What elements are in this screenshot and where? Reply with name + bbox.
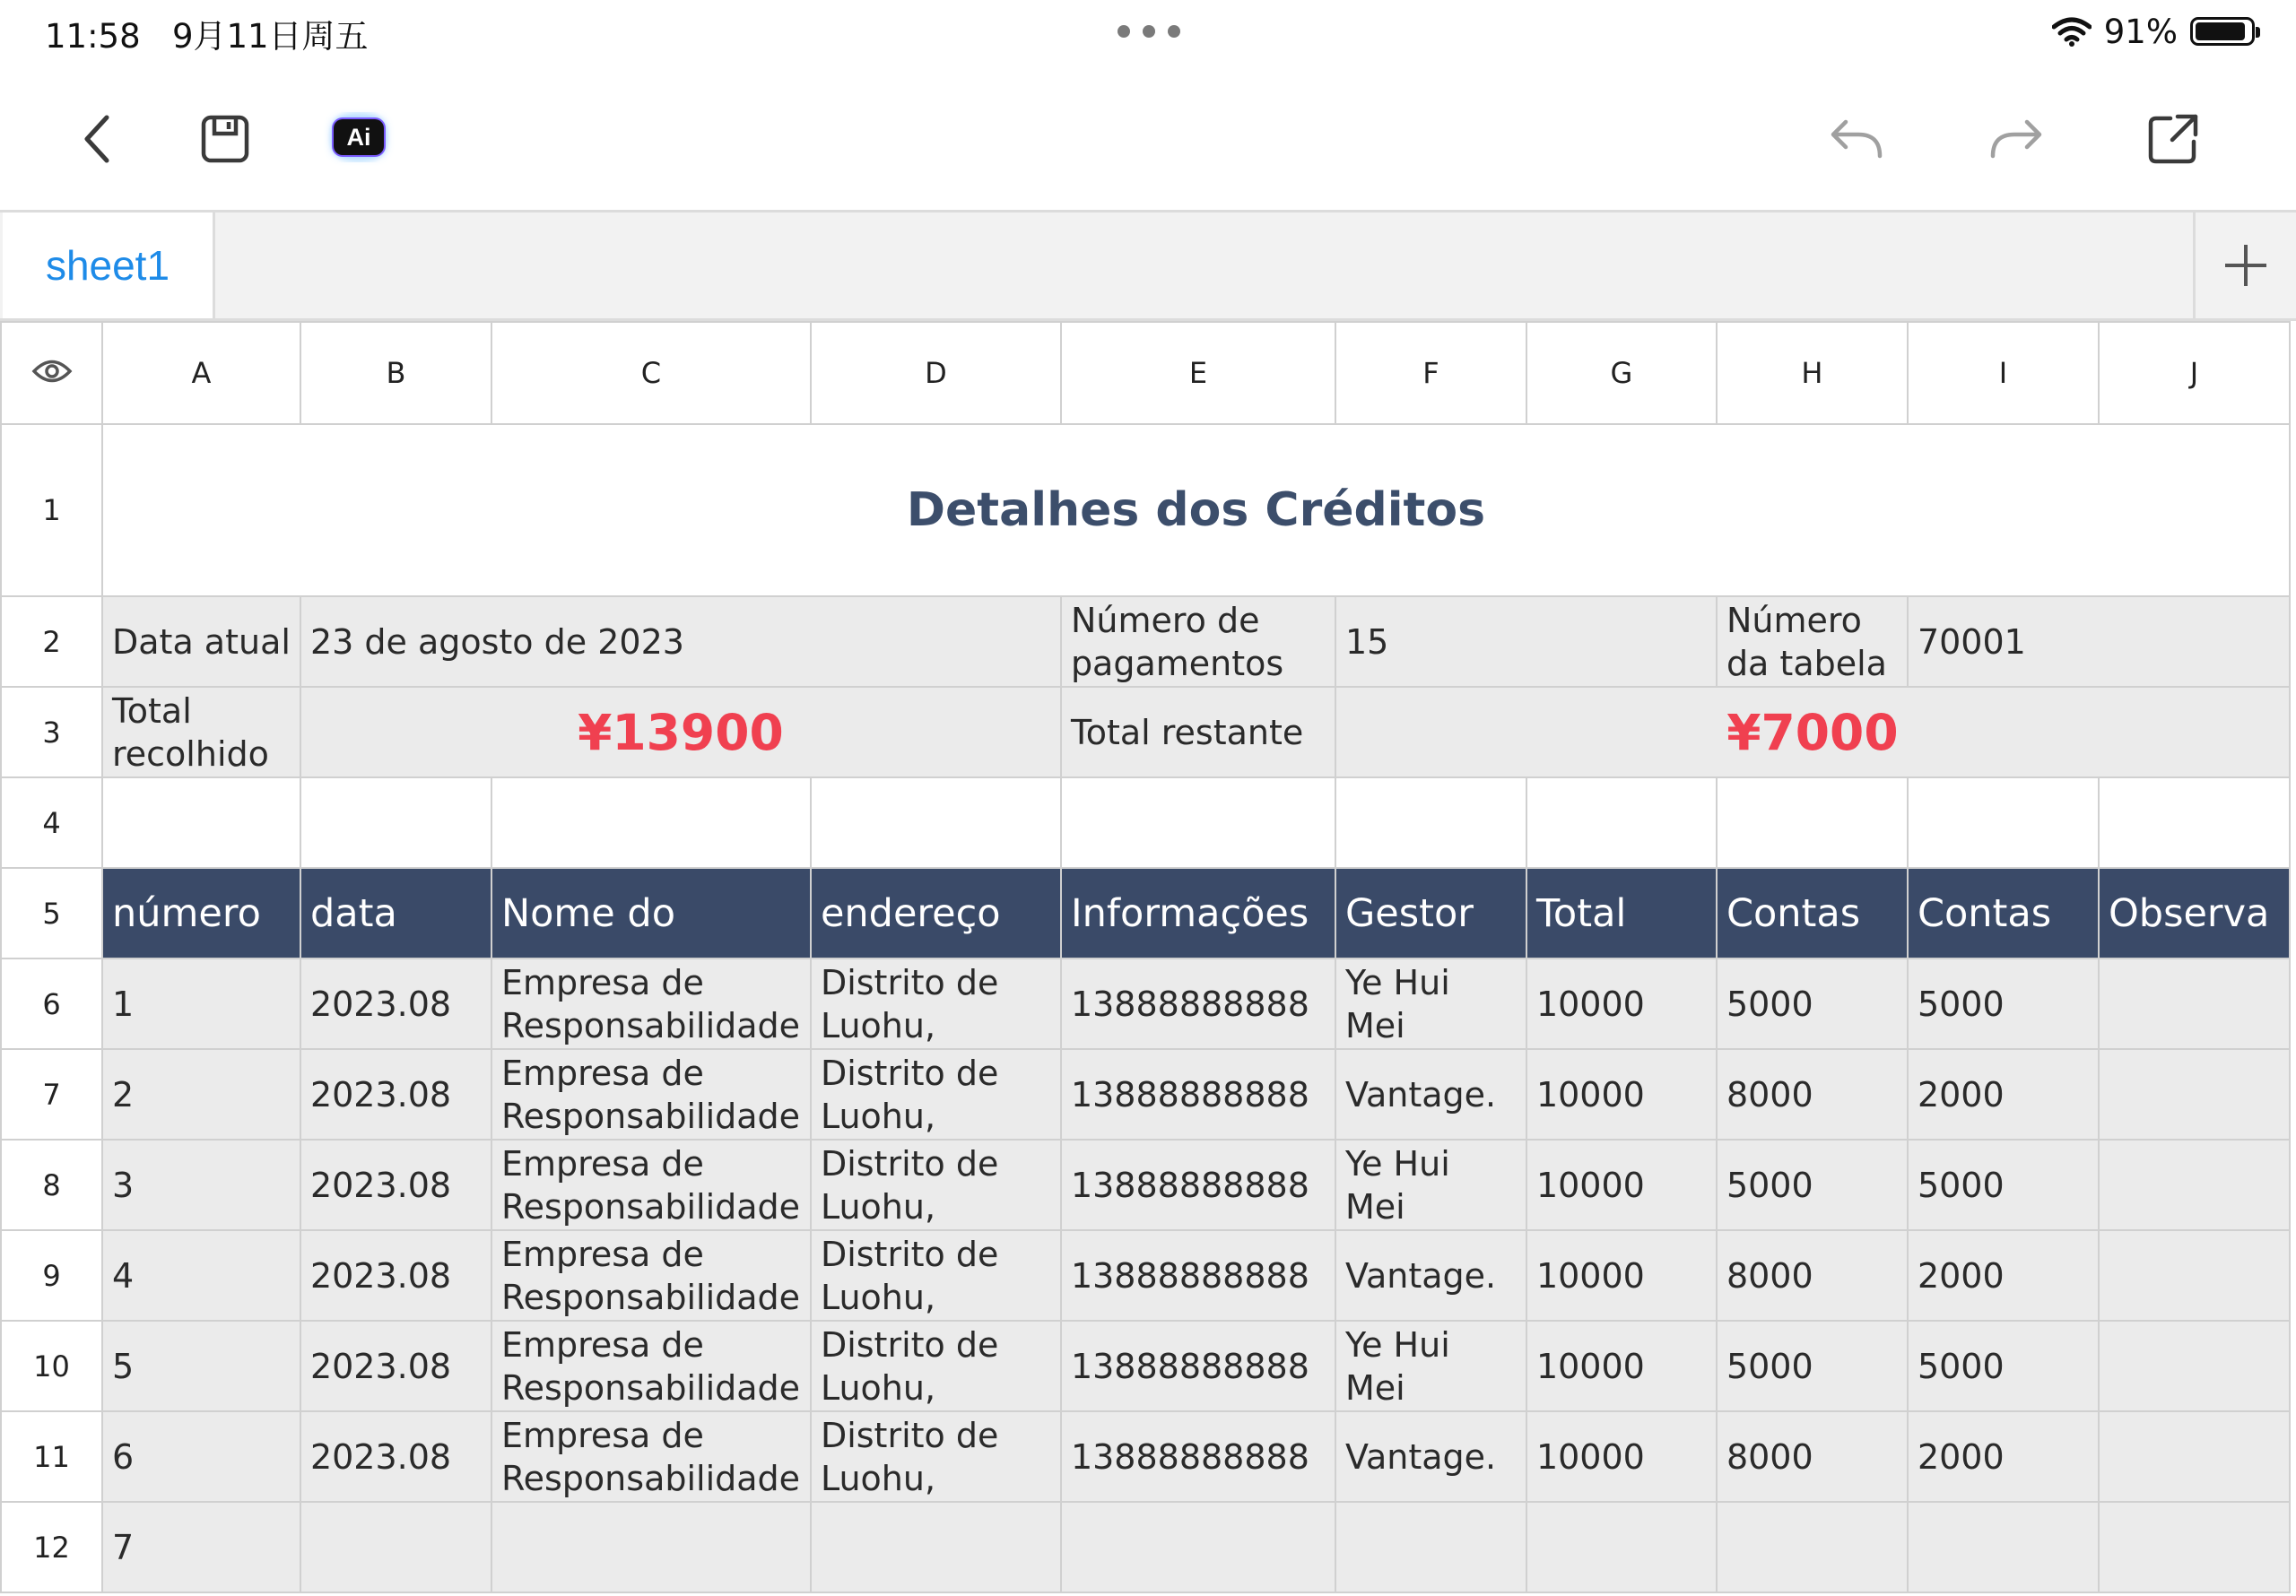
total-collected-value-cell[interactable]: ¥13900: [300, 687, 1061, 777]
table-cell[interactable]: [2099, 958, 2290, 1049]
table-cell[interactable]: 13888888888: [1061, 1411, 1335, 1502]
table-header-cell[interactable]: Total: [1526, 868, 1717, 958]
table-cell[interactable]: 1: [102, 958, 300, 1049]
table-cell[interactable]: [2099, 1230, 2290, 1321]
table-header-cell[interactable]: Contas: [1908, 868, 2099, 958]
table-cell[interactable]: [811, 777, 1061, 868]
table-cell[interactable]: Distrito de Luohu,: [811, 1230, 1061, 1321]
table-cell[interactable]: [2099, 1502, 2290, 1592]
column-header-b[interactable]: B: [300, 322, 491, 424]
table-cell[interactable]: Distrito de Luohu,: [811, 1321, 1061, 1411]
table-number-label-cell[interactable]: Número da tabela: [1717, 596, 1908, 687]
table-cell[interactable]: 5000: [1908, 1321, 2099, 1411]
table-cell[interactable]: Ye Hui Mei: [1335, 1140, 1526, 1230]
table-row: [1, 958, 2290, 1049]
tab-sheet1[interactable]: sheet1: [3, 213, 215, 318]
table-row: [1, 1411, 2290, 1502]
payments-label-cell[interactable]: Número de pagamentos: [1061, 596, 1335, 687]
column-header-g[interactable]: G: [1526, 322, 1717, 424]
current-date-label-cell[interactable]: Data atual: [102, 596, 300, 687]
multitasking-dots-icon[interactable]: [1118, 25, 1180, 38]
column-header-row: [1, 322, 2290, 424]
table-cell[interactable]: 5: [102, 1321, 300, 1411]
table-cell[interactable]: [2099, 777, 2290, 868]
row-header-2[interactable]: 2: [1, 596, 102, 687]
table-cell[interactable]: 2: [102, 1049, 300, 1140]
sheet-tab-bar: [0, 210, 2296, 321]
table-cell[interactable]: 2000: [1908, 1049, 2099, 1140]
total-collected-label-cell[interactable]: Total recolhido: [102, 687, 300, 777]
table-cell[interactable]: [1061, 1502, 1335, 1592]
current-date-value-cell[interactable]: 23 de agosto de 2023: [300, 596, 1061, 687]
table-cell[interactable]: [1061, 777, 1335, 868]
table-cell[interactable]: [1335, 1502, 1526, 1592]
table-cell[interactable]: [1526, 777, 1717, 868]
row-header-6[interactable]: 6: [1, 958, 102, 1049]
table-cell[interactable]: Distrito de Luohu,: [811, 1049, 1061, 1140]
table-cell[interactable]: 2023.08: [300, 1230, 491, 1321]
table-cell[interactable]: [2099, 1321, 2290, 1411]
table-cell[interactable]: [491, 1502, 811, 1592]
table-cell[interactable]: Ye Hui Mei: [1335, 1321, 1526, 1411]
table-cell[interactable]: 2000: [1908, 1230, 2099, 1321]
status-date: 9月11日周五: [171, 17, 369, 56]
row-header-4[interactable]: 4: [1, 777, 102, 868]
plus-icon: [2222, 241, 2270, 290]
total-remaining-value-cell[interactable]: ¥7000: [1335, 687, 2290, 777]
table-cell[interactable]: Empresa de Responsabilidade: [491, 1321, 811, 1411]
save-button[interactable]: [194, 108, 257, 170]
eye-icon: [31, 358, 73, 385]
table-cell[interactable]: 10000: [1526, 1411, 1717, 1502]
row-header-5[interactable]: 5: [1, 868, 102, 958]
row-header-7[interactable]: 7: [1, 1049, 102, 1140]
row-header-12[interactable]: 12: [1, 1502, 102, 1592]
status-time: 11:58: [45, 17, 141, 56]
total-remaining-label-cell[interactable]: Total restante: [1061, 687, 1335, 777]
table-cell[interactable]: 8000: [1717, 1411, 1908, 1502]
table-cell[interactable]: Vantage.: [1335, 1230, 1526, 1321]
table-header-cell[interactable]: endereço: [811, 868, 1061, 958]
table-cell[interactable]: 6: [102, 1411, 300, 1502]
sheet-title-cell[interactable]: Detalhes dos Créditos: [102, 424, 2290, 596]
table-cell[interactable]: [2099, 1049, 2290, 1140]
table-cell[interactable]: Distrito de Luohu,: [811, 1411, 1061, 1502]
table-cell[interactable]: [300, 1502, 491, 1592]
add-sheet-button[interactable]: [2193, 213, 2296, 318]
table-cell[interactable]: [1335, 777, 1526, 868]
sheet-row-5: [1, 868, 2290, 958]
column-header-i[interactable]: I: [1908, 322, 2099, 424]
table-cell[interactable]: 2023.08: [300, 1321, 491, 1411]
redo-icon: [1984, 117, 2047, 161]
table-cell[interactable]: 5000: [1717, 958, 1908, 1049]
table-cell[interactable]: 10000: [1526, 958, 1717, 1049]
visibility-toggle[interactable]: [1, 322, 102, 424]
table-cell[interactable]: [491, 777, 811, 868]
chevron-left-icon: [80, 112, 116, 166]
table-cell[interactable]: 13888888888: [1061, 958, 1335, 1049]
table-cell[interactable]: 3: [102, 1140, 300, 1230]
undo-icon: [1826, 117, 1889, 161]
table-cell[interactable]: 8000: [1717, 1230, 1908, 1321]
table-cell[interactable]: 13888888888: [1061, 1049, 1335, 1140]
undo-button[interactable]: [1826, 108, 1889, 170]
row-header-11[interactable]: 11: [1, 1411, 102, 1502]
redo-button[interactable]: [1984, 108, 2047, 170]
table-cell[interactable]: [1908, 1502, 2099, 1592]
table-cell[interactable]: [300, 777, 491, 868]
table-cell[interactable]: 4: [102, 1230, 300, 1321]
ai-label: Ai: [334, 119, 384, 155]
table-cell[interactable]: Empresa de Responsabilidade: [491, 1140, 811, 1230]
row-header-3[interactable]: 3: [1, 687, 102, 777]
share-icon: [2145, 111, 2201, 167]
sheet-row-3: [1, 687, 2290, 777]
table-cell[interactable]: 2023.08: [300, 958, 491, 1049]
table-cell[interactable]: Ye Hui Mei: [1335, 958, 1526, 1049]
table-cell[interactable]: [2099, 1411, 2290, 1502]
table-cell[interactable]: 13888888888: [1061, 1230, 1335, 1321]
sheet-row-2: [1, 596, 2290, 687]
status-indicators: [2052, 9, 2255, 54]
wifi-icon: [2052, 16, 2092, 47]
table-header-cell[interactable]: número: [102, 868, 300, 958]
table-cell[interactable]: Vantage.: [1335, 1049, 1526, 1140]
status-time-date: [45, 9, 369, 57]
table-row: [1, 1049, 2290, 1140]
table-cell[interactable]: 10000: [1526, 1321, 1717, 1411]
table-header-cell[interactable]: Nome do: [491, 868, 811, 958]
table-row: [1, 1321, 2290, 1411]
payments-value-cell[interactable]: 15: [1335, 596, 1717, 687]
battery-percentage: 91%: [2103, 12, 2178, 51]
table-row: [1, 1140, 2290, 1230]
table-cell[interactable]: [1717, 777, 1908, 868]
table-row: [1, 1502, 2290, 1592]
back-button[interactable]: [66, 108, 129, 170]
table-cell[interactable]: Empresa de Responsabilidade: [491, 958, 811, 1049]
column-header-e[interactable]: E: [1061, 322, 1335, 424]
status-bar: [0, 0, 2296, 65]
table-cell[interactable]: 10000: [1526, 1230, 1717, 1321]
table-cell[interactable]: Distrito de Luohu,: [811, 1140, 1061, 1230]
table-cell[interactable]: 13888888888: [1061, 1140, 1335, 1230]
table-number-value-cell[interactable]: 70001: [1908, 596, 2290, 687]
table-row: [1, 1230, 2290, 1321]
save-icon: [198, 112, 252, 166]
table-cell[interactable]: 8000: [1717, 1049, 1908, 1140]
table-cell[interactable]: 10000: [1526, 1140, 1717, 1230]
battery-icon: [2190, 17, 2255, 46]
table-cell[interactable]: Distrito de Luohu,: [811, 958, 1061, 1049]
column-header-j[interactable]: J: [2099, 322, 2290, 424]
column-header-d[interactable]: D: [811, 322, 1061, 424]
table-cell[interactable]: [1717, 1502, 1908, 1592]
sheet-row-1: [1, 424, 2290, 596]
table-cell[interactable]: 5000: [1717, 1140, 1908, 1230]
column-header-a[interactable]: A: [102, 322, 300, 424]
table-cell[interactable]: [1526, 1502, 1717, 1592]
table-cell[interactable]: [2099, 1140, 2290, 1230]
row-header-8[interactable]: 8: [1, 1140, 102, 1230]
table-cell[interactable]: 5000: [1717, 1321, 1908, 1411]
table-header-cell[interactable]: Gestor: [1335, 868, 1526, 958]
table-cell[interactable]: 5000: [1908, 958, 2099, 1049]
row-header-10[interactable]: 10: [1, 1321, 102, 1411]
row-header-9[interactable]: 9: [1, 1230, 102, 1321]
table-cell[interactable]: Empresa de Responsabilidade: [491, 1049, 811, 1140]
table-cell[interactable]: 2000: [1908, 1411, 2099, 1502]
table-header-cell[interactable]: Observa: [2099, 868, 2290, 958]
column-header-h[interactable]: H: [1717, 322, 1908, 424]
table-cell[interactable]: Vantage.: [1335, 1411, 1526, 1502]
table-cell[interactable]: 2023.08: [300, 1049, 491, 1140]
table-cell[interactable]: [1908, 777, 2099, 868]
table-header-cell[interactable]: Informações: [1061, 868, 1335, 958]
row-header-1[interactable]: 1: [1, 424, 102, 596]
table-cell[interactable]: [102, 777, 300, 868]
spreadsheet-grid: [0, 321, 2291, 1593]
table-cell[interactable]: 7: [102, 1502, 300, 1592]
sheet-row-4: [1, 777, 2290, 868]
table-cell[interactable]: [811, 1502, 1061, 1592]
ai-assistant-button[interactable]: [325, 112, 393, 162]
table-cell[interactable]: Empresa de Responsabilidade: [491, 1411, 811, 1502]
table-cell[interactable]: Empresa de Responsabilidade: [491, 1230, 811, 1321]
table-header-cell[interactable]: data: [300, 868, 491, 958]
table-cell[interactable]: 10000: [1526, 1049, 1717, 1140]
table-cell[interactable]: 5000: [1908, 1140, 2099, 1230]
column-header-c[interactable]: C: [491, 322, 811, 424]
share-button[interactable]: [2142, 108, 2205, 170]
table-header-cell[interactable]: Contas: [1717, 868, 1908, 958]
column-header-f[interactable]: F: [1335, 322, 1526, 424]
table-cell[interactable]: 2023.08: [300, 1411, 491, 1502]
table-cell[interactable]: 2023.08: [300, 1140, 491, 1230]
table-cell[interactable]: 13888888888: [1061, 1321, 1335, 1411]
